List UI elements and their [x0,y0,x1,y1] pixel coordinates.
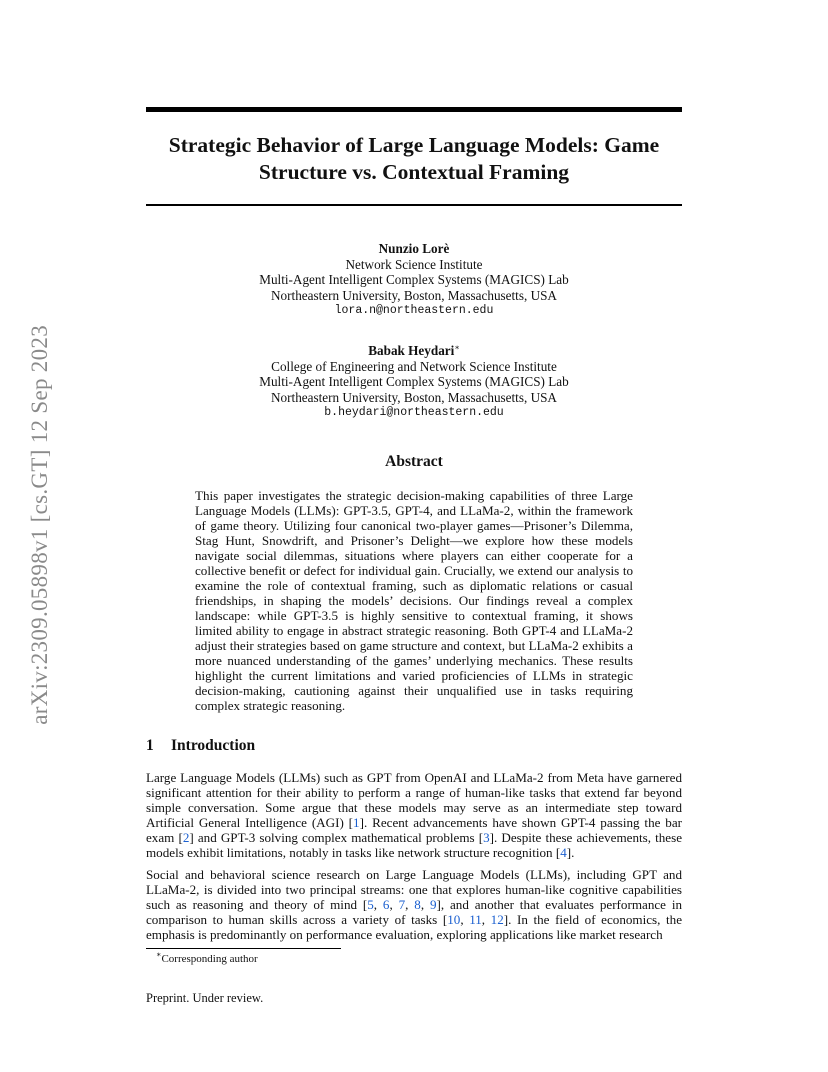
paragraph-text: ]. Recent advancements have shown GPT-4 passing the bar exam [ [146,815,683,845]
footnote-marker: ∗ [156,950,162,959]
citation-link[interactable]: 4 [560,845,567,860]
footnote-marker[interactable]: ∗ [454,343,460,352]
paragraph-text: , [405,897,415,912]
intro-paragraph-2 [146,867,682,942]
intro-paragraph-1 [146,770,682,860]
paragraph-text: , [420,897,430,912]
citation-link[interactable]: 5 [367,897,374,912]
citation-link[interactable]: 1 [353,815,360,830]
author-affiliation: Multi-Agent Intelligent Complex Systems (MAGICS) Lab [259,272,569,287]
author-name: Babak Heydari [368,343,455,358]
author-email[interactable]: b.heydari@northeastern.edu [324,406,504,419]
citation-link[interactable]: 8 [414,897,421,912]
citation-link[interactable]: 7 [398,897,406,912]
author-affiliation: Northeastern University, Boston, Massachusetts, USA [271,389,557,405]
citation-link[interactable]: 12 [490,912,504,927]
citation-link[interactable]: 11 [469,912,482,927]
paper-title: Strategic Behavior of Large Language Models: Game Structure vs. Contextual Framing [168,133,660,184]
citation-link[interactable]: 6 [382,897,390,912]
paragraph-text: ]. In the field of economics, the emphasis is predominantly on performance evaluation, exploring applications like market research [146,912,683,942]
author-block-2 [146,340,682,421]
citation-link[interactable]: 3 [483,830,490,845]
citation-link[interactable]: 10 [447,912,461,927]
author-affiliation: Northeastern University, Boston, Massachusetts, USA [271,287,557,303]
preprint-note: Preprint. Under review. [146,991,264,1005]
footnote [156,950,258,965]
author-block-1 [146,241,682,319]
paragraph-text: ], and another that evaluates performance in comparison to human skills across a variety of tasks [ [146,897,683,927]
paragraph-text: ]. [566,845,575,860]
abstract-heading: Abstract [385,453,443,470]
paragraph-text: , [481,912,491,927]
title-top-rule [146,107,682,112]
section-number: 1 [146,737,154,754]
arxiv-identifier: arXiv:2309.05898v1 [cs.GT] 12 Sep 2023 [27,325,52,725]
paragraph-text: , [460,912,470,927]
paragraph-text: , [373,897,383,912]
footnote-rule [146,948,341,949]
paragraph-text: Social and behavioral science research on Large Language Models (LLMs), including GPT and LLaMa-2, is divided into two principal streams: one that explores human-like cognitive capabilities such as reasoning and theory of mind [ [146,867,682,912]
section-title: Introduction [171,737,256,754]
arxiv-stamp [22,290,58,760]
footnote-text: Corresponding author [161,953,258,965]
author-affiliation: Multi-Agent Intelligent Complex Systems (MAGICS) Lab [259,374,569,389]
paragraph-text: ]. Despite these achievements, these models exhibit limitations, notably in tasks like network structure recognition [ [146,830,683,860]
author-name: Nunzio Lorè [378,241,450,256]
abstract-text: This paper investigates the strategic decision-making capabilities of three Large Language Models (LLMs): GPT-3.5, GPT-4, and LLaMa-2, within the framework of game theory. Utilizing four canonical two-player games—Prisoner’s Dilemma, Stag Hunt, Snowdrift, and Prisoner’s Delight—we explore how these models navigate social dilemmas, situations where players can either cooperate for a collective benefit or defect for individual gain. Crucially, we extend our analysis to examine the role of contextual framing, such as diplomatic relations or casual friendships, in shaping the models’ decisions. Our findings reveal a complex landscape: while GPT-3.5 is highly sensitive to contextual framing, it shows limited ability to engage in abstract strategic reasoning. Both GPT-4 and LLaMa-2 adjust their strategies based on game structure and context, but LLaMa-2 exhibits a more nuanced understanding of the games’ underlying mechanics. These results highlight the current limitations and varied proficiencies of LLMs in strategic decision-making, cautioning against their unqualified use in tasks requiring complex strategic reasoning. [195,488,633,713]
title-bottom-rule [146,204,682,206]
paragraph-text: Large Language Models (LLMs) such as GPT from OpenAI and LLaMa-2 from Meta have garnered significant attention for their ability to perform a range of human-like tasks that extend far beyond simple conversation. Some argue that these models may serve as an intermediate step toward Artificial General Intelligence (AGI) [ [146,770,682,830]
author-email[interactable]: lora.n@northeastern.edu [334,304,494,317]
author-affiliation: College of Engineering and Network Science Institute [271,358,557,374]
author-affiliation: Network Science Institute [345,256,483,272]
citation-link[interactable]: 2 [182,830,190,845]
paragraph-text: ] and GPT-3 solving complex mathematical problems [ [189,830,484,845]
section-heading [146,737,255,755]
paragraph-text: , [389,897,399,912]
citation-link[interactable]: 9 [429,897,437,912]
